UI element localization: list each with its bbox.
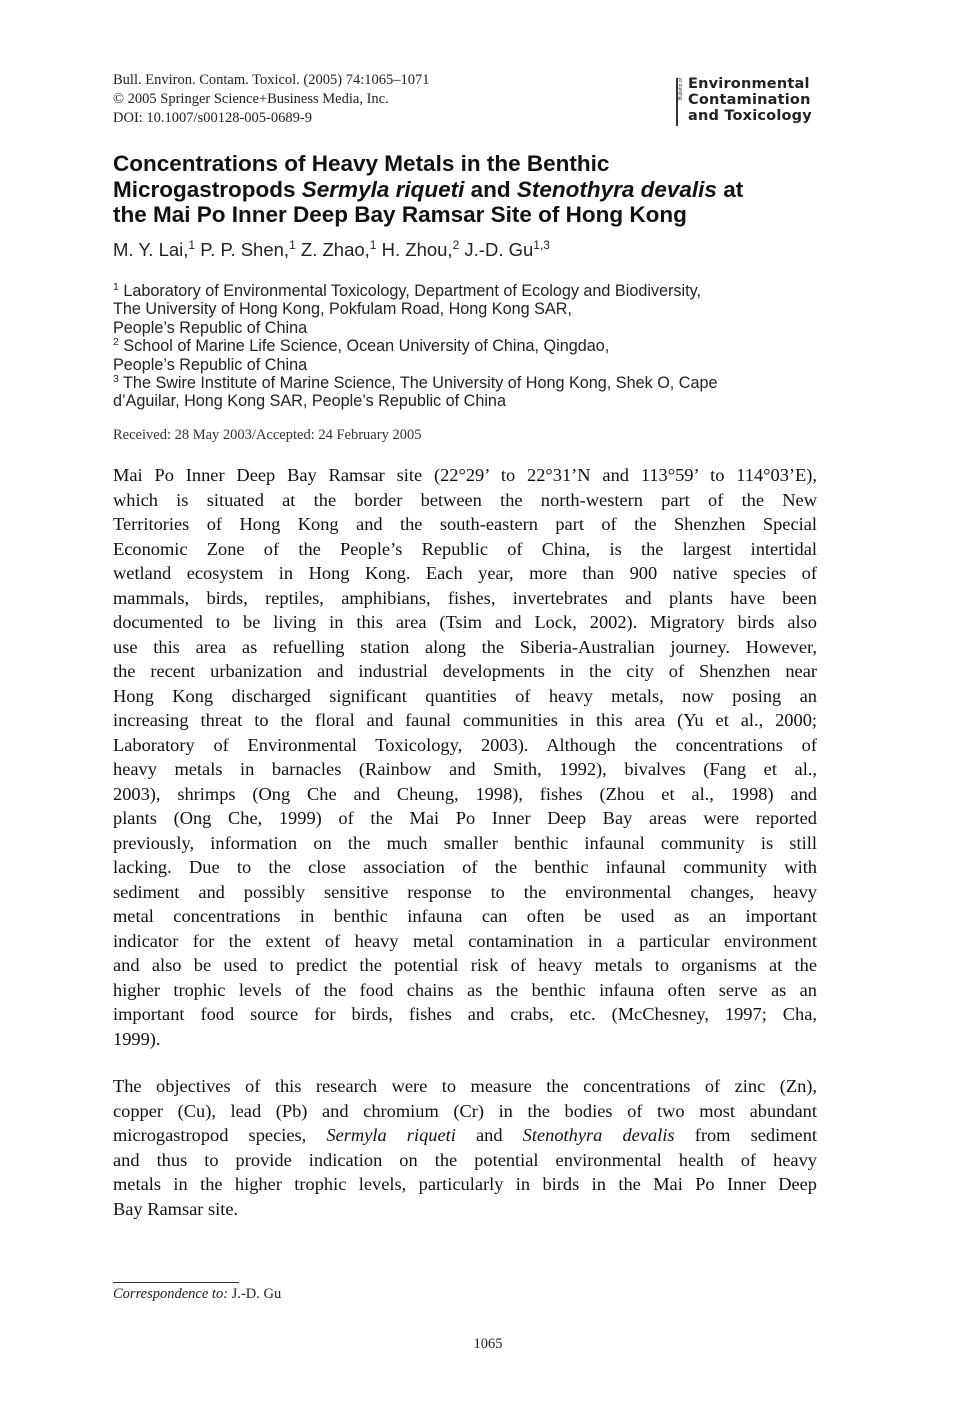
citation-copyright: © 2005 Springer Science+Business Media, Inc. bbox=[113, 91, 389, 107]
species-name: Stenothyra devalis bbox=[522, 1125, 675, 1145]
title-line-3: the Mai Po Inner Deep Bay Ramsar Site of Hong Kong bbox=[113, 202, 687, 227]
affiliation-1-line: $^1$ Laboratory of Environmental Toxicology, Department of Ecology and Biodiversity, bbox=[113, 281, 701, 300]
paragraph-line: indicator for the extent of heavy metal contamination in a particular environment bbox=[113, 930, 817, 951]
paragraph-line: Hong Kong discharged significant quantities of heavy metals, now posing an bbox=[113, 685, 817, 706]
author: M. Y. Lai, bbox=[113, 239, 189, 260]
journal-logo-word-3: and Toxicology bbox=[688, 108, 812, 124]
title-line-2: Microgastropods Sermyla riqueti and Stenothyra devalis at bbox=[113, 176, 744, 202]
affiliation-1-line: The University of Hong Kong, Pokfulam Road, Hong Kong SAR, bbox=[113, 300, 572, 319]
affiliation-2-line: $^2$ School of Marine Life Science, Ocean University of China, Qingdao, bbox=[113, 336, 610, 356]
article-title bbox=[113, 151, 873, 228]
paragraph-line: and also be used to predict the potential risk of heavy metals to organisms at the bbox=[113, 955, 817, 975]
body-paragraph-2 bbox=[113, 1074, 817, 1221]
received-accepted-dates: Received: 28 May 2003/Accepted: 24 February 2005 bbox=[113, 427, 422, 443]
paragraph-line: Economic Zone of the People’s Republic of China, is the largest intertidal bbox=[113, 538, 817, 559]
paragraph-line: Laboratory of Environmental Toxicology, 2003). Although the concentrations of bbox=[113, 734, 817, 755]
paragraph-line: metals in the higher trophic levels, particularly in birds in the Mai Po Inner Deep bbox=[113, 1174, 817, 1194]
affiliation-3-line: d’Aguilar, Hong Kong SAR, People’s Republic of China bbox=[113, 392, 506, 411]
paragraph-line: microgastropod species, Sermyla riqueti and Stenothyra devalis from sediment bbox=[113, 1125, 817, 1145]
paragraph-line: plants (Ong Che, 1999) of the Mai Po Inner Deep Bay areas were reported bbox=[113, 808, 817, 828]
paragraph-line: Bay Ramsar site. bbox=[113, 1198, 239, 1219]
page-number: 1065 bbox=[473, 1336, 503, 1352]
author-affil-sup: 2 bbox=[452, 238, 460, 252]
paragraph-line: wetland ecosystem in Hong Kong. Each year, more than 900 native species of bbox=[113, 563, 817, 583]
body-paragraph-1 bbox=[113, 463, 817, 1051]
paragraph-line: The objectives of this research were to measure the concentrations of zinc (Zn), bbox=[113, 1076, 817, 1096]
affiliation-1-line: People’s Republic of China bbox=[113, 318, 308, 337]
paragraph-line: use this area as refuelling station along the Siberia-Australian journey. However, bbox=[113, 636, 817, 657]
citation-doi: DOI: 10.1007/s00128-005-0689-9 bbox=[113, 110, 312, 126]
author-affil-sup: 1 bbox=[369, 238, 377, 252]
journal-logo-word-2: Contamination bbox=[688, 92, 811, 108]
species-name: Sermyla riqueti bbox=[326, 1125, 456, 1145]
author-affil-sup: 1,3 bbox=[533, 238, 550, 252]
paragraph-line: sediment and possibly sensitive response to the environmental changes, heavy bbox=[113, 881, 817, 902]
journal-logo bbox=[676, 76, 840, 128]
author-affil-sup: 1 bbox=[188, 238, 196, 252]
affiliations bbox=[113, 282, 717, 411]
paragraph-line: lacking. Due to the close association of the benthic infaunal community with bbox=[113, 857, 817, 877]
paragraph-line: 1999). bbox=[113, 1028, 161, 1049]
paragraph-line: mammals, birds, reptiles, amphibians, fishes, invertebrates and plants have been bbox=[113, 587, 817, 608]
paragraph-line: previously, information on the much smaller benthic infaunal community is still bbox=[113, 832, 817, 853]
affiliation-2-line: People’s Republic of China bbox=[113, 355, 308, 374]
author: H. Zhou, bbox=[376, 239, 453, 260]
author: P. P. Shen, bbox=[195, 239, 290, 260]
species-name: Sermyla riqueti bbox=[301, 176, 465, 202]
affiliation-3-line: $^3$ The Swire Institute of Marine Science, The University of Hong Kong, Shek O, Cape bbox=[113, 373, 718, 393]
paragraph-line: Territories of Hong Kong and the south-eastern part of the Shenzhen Special bbox=[113, 514, 817, 534]
paragraph-line: which is situated at the border between the north-western part of the New bbox=[113, 489, 817, 510]
paragraph-line: heavy metals in barnacles (Rainbow and Smith, 1992), bivalves (Fang et al., bbox=[113, 759, 817, 779]
paragraph-line: copper (Cu), lead (Pb) and chromium (Cr) in the bodies of two most abundant bbox=[113, 1100, 817, 1121]
title-line-1: Concentrations of Heavy Metals in the Benthic bbox=[113, 151, 610, 176]
paragraph-line: higher trophic levels of the food chains as the benthic infauna often serve as an bbox=[113, 979, 817, 1000]
author: J.-D. Gu bbox=[459, 239, 534, 260]
paragraph-line: and thus to provide indication on the potential environmental health of heavy bbox=[113, 1149, 817, 1170]
journal-logo-word-1: Environmental bbox=[688, 76, 810, 92]
species-name: Stenothyra devalis bbox=[516, 176, 717, 202]
author-list bbox=[113, 238, 550, 262]
paragraph-line: 2003), shrimps (Ong Che and Cheung, 1998), fishes (Zhou et al., 1998) and bbox=[113, 783, 817, 804]
citation-block bbox=[113, 71, 430, 128]
author: Z. Zhao, bbox=[295, 239, 370, 260]
citation-journal: Bull. Environ. Contam. Toxicol. (2005) 74:1065–1071 bbox=[113, 72, 430, 88]
paragraph-line: important food source for birds, fishes and crabs, etc. (McChesney, 1997; Cha, bbox=[113, 1004, 817, 1024]
paragraph-line: documented to be living in this area (Tsim and Lock, 2002). Migratory birds also bbox=[113, 612, 817, 632]
paragraph-line: the recent urbanization and industrial developments in the city of Shenzhen near bbox=[113, 661, 817, 681]
footnote-rule bbox=[113, 1282, 239, 1283]
paragraph-line: increasing threat to the floral and faunal communities in this area (Yu et al., 2000; bbox=[113, 710, 817, 730]
author-affil-sup: 1 bbox=[289, 238, 296, 252]
journal-logo-spine: Bulletin of bbox=[676, 78, 686, 126]
paragraph-line: metal concentrations in benthic infauna can often be used as an important bbox=[113, 906, 817, 926]
paragraph-line: Mai Po Inner Deep Bay Ramsar site (22°29’ to 22°31’N and 113°59’ to 114°03’E), bbox=[113, 465, 817, 485]
correspondence-footnote: Correspondence to: J.-D. Gu bbox=[113, 1286, 282, 1302]
